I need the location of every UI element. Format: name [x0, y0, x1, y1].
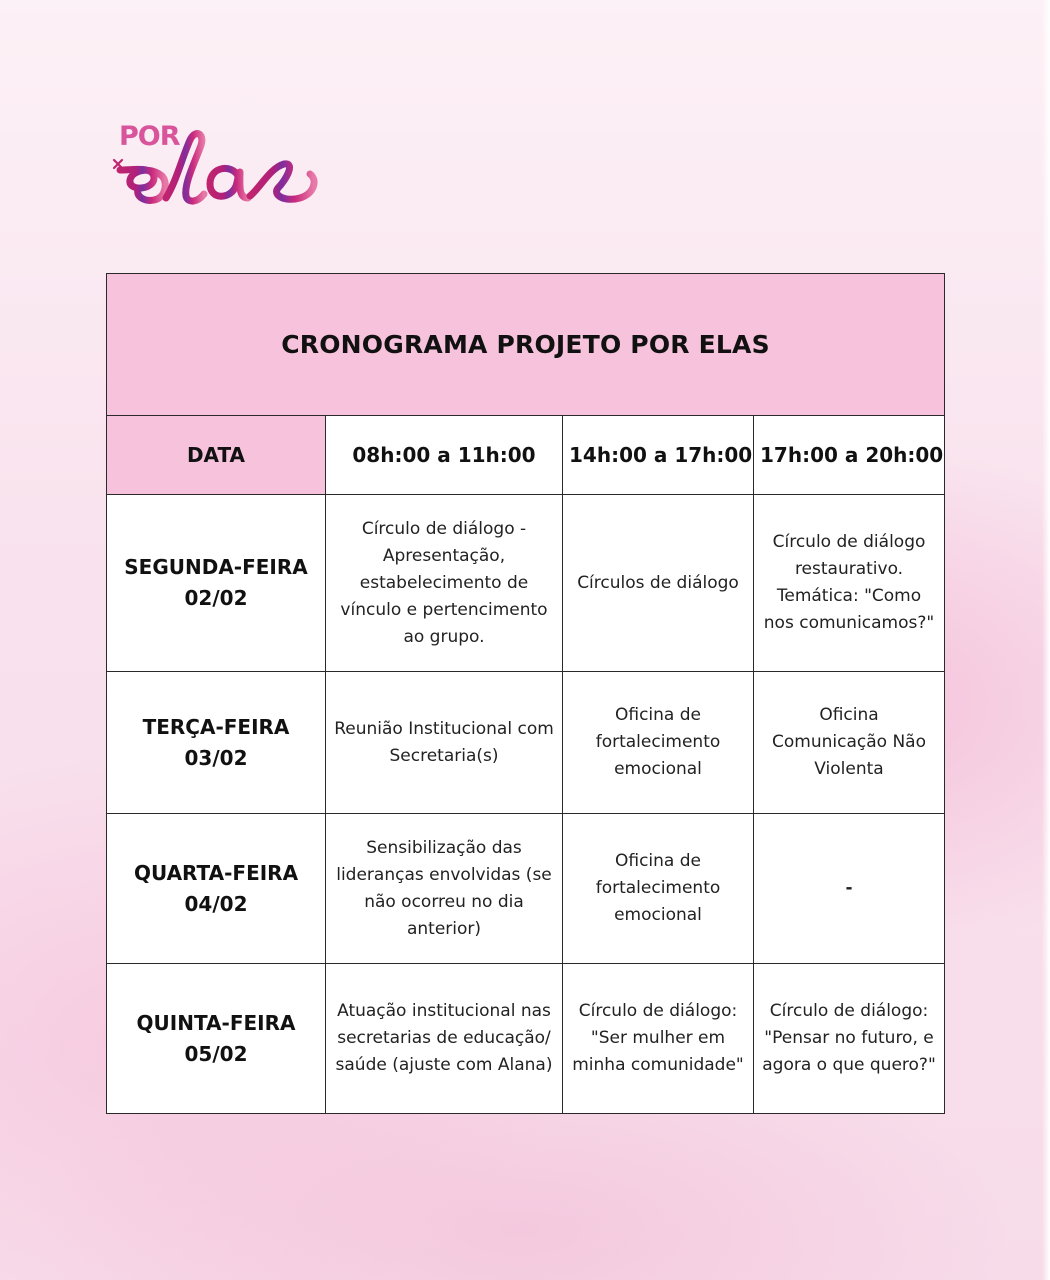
table-row	[107, 672, 945, 814]
day-cell	[107, 814, 326, 964]
activity-evening: -	[754, 814, 945, 964]
table-title: CRONOGRAMA PROJETO POR ELAS	[107, 274, 945, 416]
page-edge	[1042, 0, 1050, 1280]
day-date: 04/02	[184, 891, 248, 916]
activity-morning: Sensibilização das lideranças envolvidas (se não ocorreu no dia anterior)	[326, 814, 563, 964]
day-name: QUARTA-FEIRA	[133, 860, 299, 885]
activity-morning: Círculo de diálogo - Apresentação, estabelecimento de vínculo e pertencimento ao grupo.	[326, 495, 563, 672]
header-date: DATA	[107, 416, 326, 495]
logo-elas-text	[111, 134, 112, 135]
header-row	[107, 416, 945, 495]
activity-morning: Atuação institucional nas secretarias de educação/ saúde (ajuste com Alana)	[326, 964, 563, 1114]
activity-evening: Círculo de diálogo: "Pensar no futuro, e agora o que quero?"	[754, 964, 945, 1114]
por-elas-logo	[110, 118, 325, 213]
schedule-table	[106, 273, 945, 1114]
day-name: SEGUNDA-FEIRA	[124, 555, 308, 579]
activity-afternoon: Círculo de diálogo: "Ser mulher em minha comunidade"	[563, 964, 754, 1114]
activity-evening: Oficina Comunicação Não Violenta	[754, 672, 945, 814]
day-date: 03/02	[184, 745, 248, 770]
day-name: TERÇA-FEIRA	[142, 714, 290, 739]
activity-afternoon: Círculos de diálogo	[563, 495, 754, 672]
activity-afternoon: Oficina de fortalecimento emocional	[563, 672, 754, 814]
title-row	[107, 274, 945, 416]
day-cell	[107, 672, 326, 814]
header-slot-morning: 08h:00 a 11h:00	[326, 416, 563, 495]
day-cell	[107, 964, 326, 1114]
table-row	[107, 964, 945, 1114]
logo-por-text: POR	[119, 121, 180, 152]
activity-afternoon: Oficina de fortalecimento emocional	[563, 814, 754, 964]
day-date: 05/02	[184, 1041, 248, 1066]
activity-evening: Círculo de diálogo restaurativo. Temática: "Como nos comunicamos?"	[754, 495, 945, 672]
table-row	[107, 814, 945, 964]
day-date: 02/02	[184, 586, 248, 610]
header-slot-afternoon: 14h:00 a 17h:00	[563, 416, 754, 495]
header-slot-evening: 17h:00 a 20h:00	[754, 416, 945, 495]
day-name: QUINTA-FEIRA	[136, 1010, 296, 1035]
day-cell	[107, 495, 326, 672]
activity-morning: Reunião Institucional com Secretaria(s)	[326, 672, 563, 814]
table-row	[107, 495, 945, 672]
